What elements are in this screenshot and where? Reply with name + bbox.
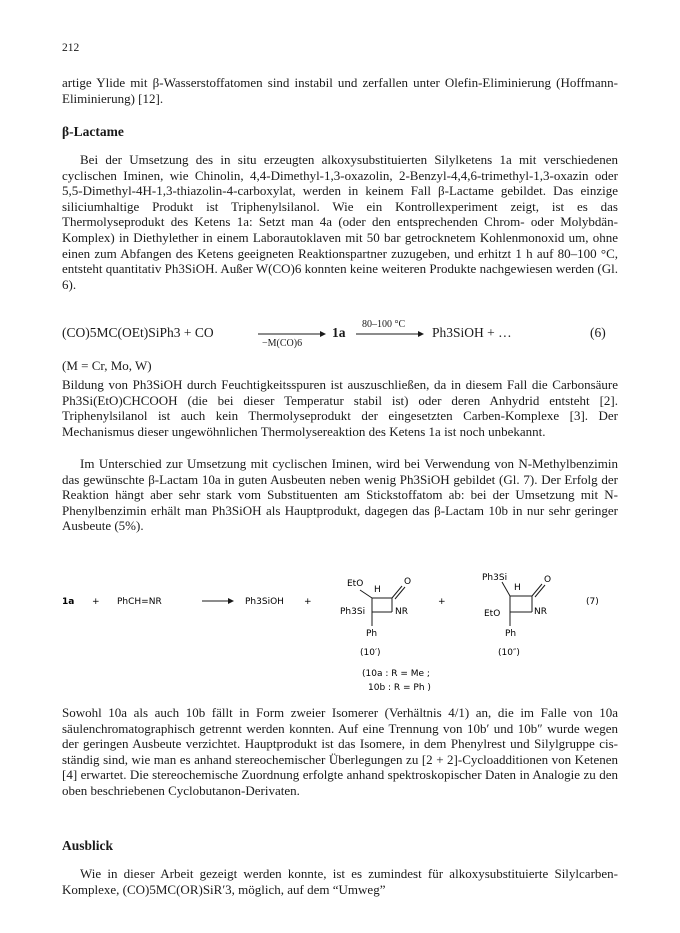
isomer-1-si: Ph3Si [340, 607, 366, 617]
reaction-scheme-7 [62, 568, 618, 696]
isomer-2-eto: EtO [484, 609, 501, 619]
paragraph-4: Sowohl 10a als auch 10b fällt in Form zweier Isomerer (Verhältnis 4/1) an, die im Falle von 10a säulenchromatographisch getrennt werden konnten. Auf eine Trennung von 10b′ und 10b″ wurde wegen der geringen Ausbeute verzichtet. Hauptprodukt ist das Isomere, in dem Phenylrest und Silylgruppe cis-ständig sind, wie man es anhand stereochemischer Überlegungen zu [2 + 2]-Cycloadditionen von Ketenen [4] erwartet. Die stereochemische Zuordnung erfolgte anhand spektroskopischer Daten in Analogie zu den oben beschriebenen Cyclobutanon-Derivaten. [62, 705, 618, 798]
scheme-reactant-2: PhCH=NR [117, 597, 162, 607]
beta-lactam-isomer-1 [340, 577, 411, 658]
scheme-plus-2: + [304, 597, 312, 607]
scheme-arrow-icon [202, 598, 234, 604]
equation-6-number: (6) [590, 325, 606, 340]
isomer-2-o: O [544, 575, 552, 585]
scheme-plus-3: + [438, 597, 446, 607]
scheme-plus-1: + [92, 597, 100, 607]
equation-6-arrow-below: −M(CO)6 [262, 338, 303, 349]
heading-ausblick: Ausblick [62, 838, 114, 853]
isomer-2-nr: NR [534, 607, 547, 617]
intro-paragraph: artige Ylide mit β-Wasserstoffatomen sind instabil und zerfallen unter Olefin-Eliminierung (Hoffmann-Eliminierung) [12]. [62, 75, 618, 106]
isomer-2-si: Ph3Si [482, 573, 508, 583]
paragraph-1: Bei der Umsetzung des in situ erzeugten alkoxysubstituierten Silylketens 1a mit verschiedenen cyclischen Iminen, wie Chinolin, 4,4-Dimethyl-1,3-oxazolin, 2-Benzyl-4,4,6-trimethyl-1,3-oxazin oder 5,5-Dimethyl-4H-1,3-thiazolin-4-carboxylat, werden in keinem Fall β-Lactame gebildet. Das einzige siliciumhaltige Produkt ist Triphenylsilanol. Wie ein Kontrollexperiment zeigt, ist es das Thermolyseprodukt des Ketens 1a: Setzt man 4a (oder den entsprechenden Chrom- oder Molybdän-Komplex) in Diethylether in einem Laborautoklaven mit 50 bar getrocknetem Kohlenmonoxid um, ohne einen zum Abfangen des Ketens geeigneten Reaktionspartner zuzugeben, und erhitzt 1 h auf 80–100 °C, entsteht quantitativ Ph3SiOH. Außer W(CO)6 konnten keine weiteren Produkte nachgewiesen werden (Gl. 6). [62, 152, 618, 292]
isomer-2-h: H [514, 583, 521, 593]
isomer-1-label: (10′) [360, 648, 381, 658]
isomer-2-label: (10″) [498, 648, 520, 658]
paragraph-5: Wie in dieser Arbeit gezeigt werden konnte, ist es zumindest für alkoxysubstituierte Silylcarben-Komplexe, (CO)5MC(OR)SiR′3, möglich, auf dem “Umweg” [62, 866, 618, 897]
paragraph-3: Im Unterschied zur Umsetzung mit cyclischen Iminen, wird bei Verwendung von N-Methylbenzimin das gewünschte β-Lactam 10a in guten Ausbeuten neben wenig Ph3SiOH gebildet (Gl. 7). Der Erfolg der Reaktion hängt aber sehr stark vom Substituenten am Stickstoffatom ab: bei der Umsetzung mit N-Phenylbenzimin erhält man Ph3SiOH als Hauptprodukt, dagegen das β-Lactam 10b in nur sehr geringer Ausbeute (5%). [62, 456, 618, 534]
isomer-1-eto: EtO [347, 579, 364, 589]
equation-6-right: Ph3SiOH + … [432, 325, 512, 340]
scheme-number: (7) [586, 597, 599, 607]
isomer-1-nr: NR [395, 607, 408, 617]
equation-6 [62, 319, 618, 349]
scheme-legend-a: (10a : R = Me ; [362, 669, 430, 679]
heading-lactame: β-Lactame [62, 124, 124, 139]
metals-note: (M = Cr, Mo, W) [62, 358, 152, 373]
page-number: 212 [62, 42, 80, 54]
isomer-1-ph: Ph [366, 629, 378, 639]
beta-lactam-isomer-2 [482, 573, 551, 658]
scheme-legend-b: 10b : R = Ph ) [368, 683, 431, 693]
isomer-2-ph: Ph [505, 629, 517, 639]
equation-6-arrow-above: 80–100 °C [362, 319, 406, 330]
equation-6-left: (CO)5MC(OEt)SiPh3 + CO [62, 325, 214, 340]
scheme-reactant-1: 1a [62, 597, 75, 607]
paragraph-2: Bildung von Ph3SiOH durch Feuchtigkeitsspuren ist auszuschließen, da in diesem Fall die Carbonsäure Ph3Si(EtO)CHCOOH (die bei dieser Temperatur stabil ist) oder deren Anhydrid entsteht [2]. Triphenylsilanol ist auch kein Thermolyseprodukt der eingesetzten Carben-Komplexe [3]. Der Mechanismus dieser ungewöhnlichen Thermolysereaktion des Ketens 1a ist noch unbekannt. [62, 377, 618, 439]
equation-6-middle: 1a [332, 325, 346, 340]
isomer-1-o: O [404, 577, 412, 587]
isomer-1-h: H [374, 585, 381, 595]
scheme-product-1: Ph3SiOH [245, 597, 284, 607]
